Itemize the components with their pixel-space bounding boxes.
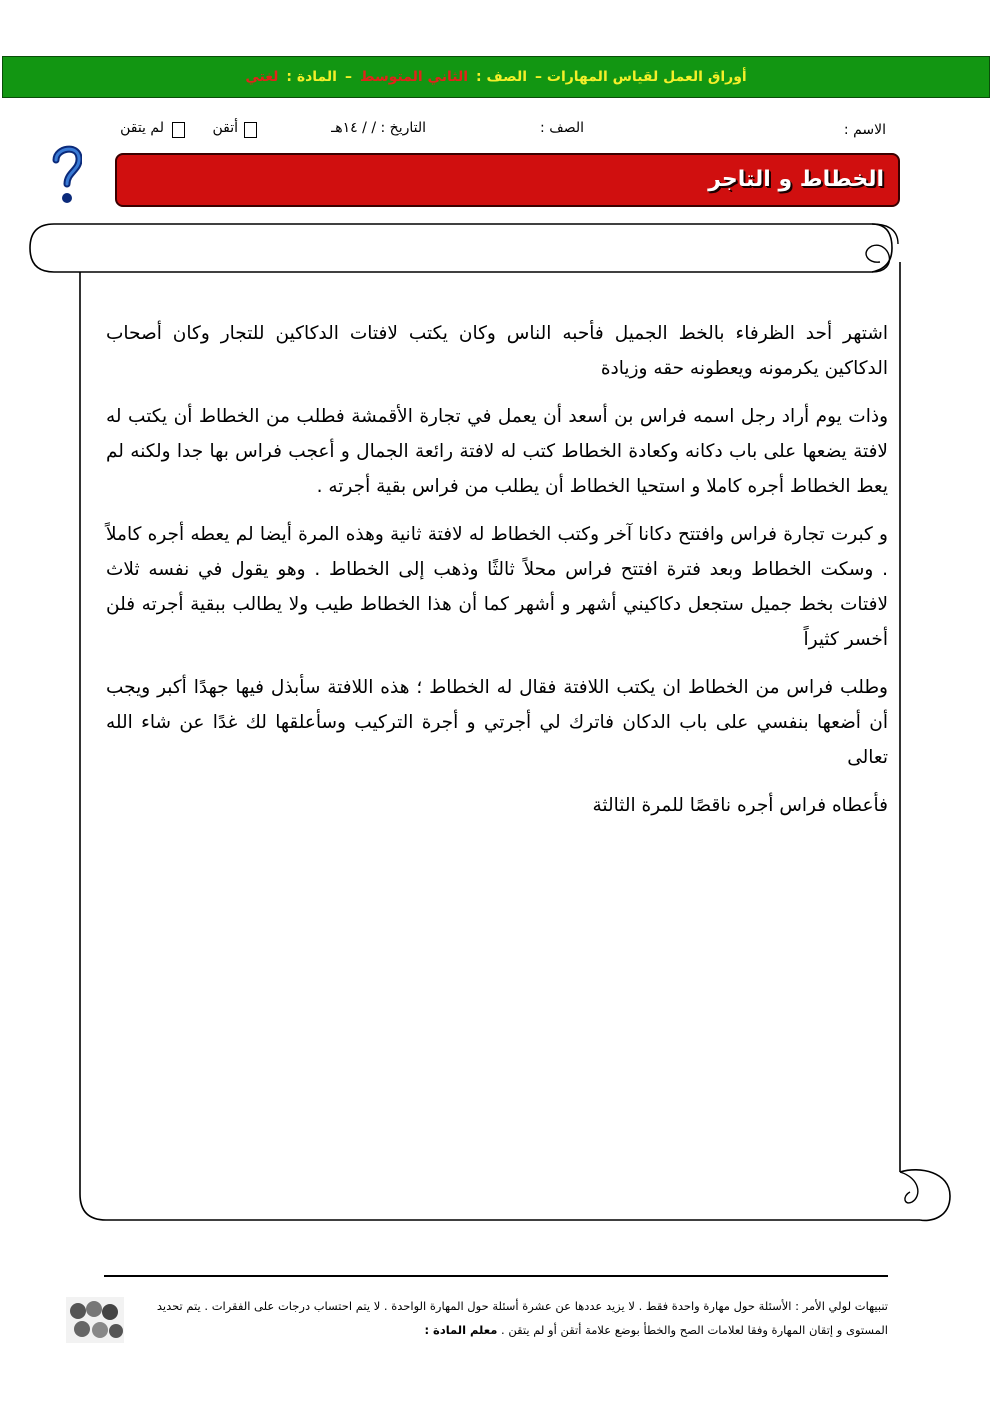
not-mastered-label: لم يتقن [120, 120, 164, 136]
story-title: الخطاط و التاجر [708, 167, 884, 192]
footer-divider [104, 1275, 888, 1277]
banner-sep: – [344, 69, 352, 85]
faces-image [66, 1297, 124, 1343]
banner-part1: أوراق العمل لقياس المهارات – [535, 69, 747, 85]
story-body [106, 316, 888, 836]
footer-note [134, 1294, 888, 1342]
story-paragraph-5: فأعطاه فراس أجره ناقصًا للمرة الثالثة [592, 795, 888, 816]
banner-subject-value: لغتي [245, 69, 279, 85]
story-paragraph-3: و كبرت تجارة فراس وافتتح دكانا آخر وكتب الخطاط له لافتة ثانية وهذه المرة أيضا لم يعطه أجره كاملاً . وسكت الخطاط وبعد فترة افتتح فراس محلاً ثالثًا وذهب إلى الخطاط . وهو يقول في نفسه ثلاث لافتات بخط جميل ستجعل دكاكيني أشهر و أشهر كما أن هذا الخطاط طيب ولا يطالب ببقية أجرته فلن أخسر كثيراً [106, 524, 888, 650]
banner-grade-label: الصف : [476, 69, 527, 85]
class-label: الصف : [540, 120, 584, 136]
teacher-label: معلم المادة : [424, 1323, 498, 1337]
date-label: التاريخ : / / ١٤هـ [331, 120, 426, 136]
mastered-label: أتقن [212, 120, 238, 136]
story-paragraph-2: وذات يوم أراد رجل اسمه فراس بن أسعد أن يعمل في تجارة الأقمشة فطلب من الخطاط أن يكتب له لافتة يضعها على باب دكانه وكعادة الخطاط كتب له لافتة رائعة الجمال و أعجب فراس بها جدا ولكنه لم يعط الخطاط أجره كاملا و استحيا الخطاط أن يطلب من فراس بقية أجرته . [106, 406, 888, 497]
story-paragraph-4: وطلب فراس من الخطاط ان يكتب اللافتة فقال له الخطاط ؛ هذه اللافتة سأبذل فيها جهدًا أكبر ويجب أن أضعها بنفسي على باب الدكان فاترك لي أجرتي و أجرة التركيب وسأعلقها لك غدًا عن شاء الله تعالى [106, 677, 888, 768]
parent-notice: تنبيهات لولي الأمر : الأسئلة حول مهارة واحدة فقط . لا يزيد عددها عن عشرة أسئلة حول المهارة الواحدة . لا يتم احتساب درجات على الفقرات . يتم تحديد المستوى و إتقان المهارة وفقا لعلامات الصح والخطأ بوضع علامة أتقن أو لم يتقن . [156, 1299, 888, 1337]
story-paragraph-1: اشتهر أحد الظرفاء بالخط الجميل فأحبه الناس وكان يكتب لافتات الدكاكين للتجار وكان أصحاب الدكاكين يكرمونه ويعطونه حقه وزيادة [106, 323, 888, 379]
name-label: الاسم : [843, 122, 886, 138]
banner-subject-label: المادة : [286, 69, 337, 85]
banner-grade-value: الثاني المتوسط [359, 69, 468, 85]
